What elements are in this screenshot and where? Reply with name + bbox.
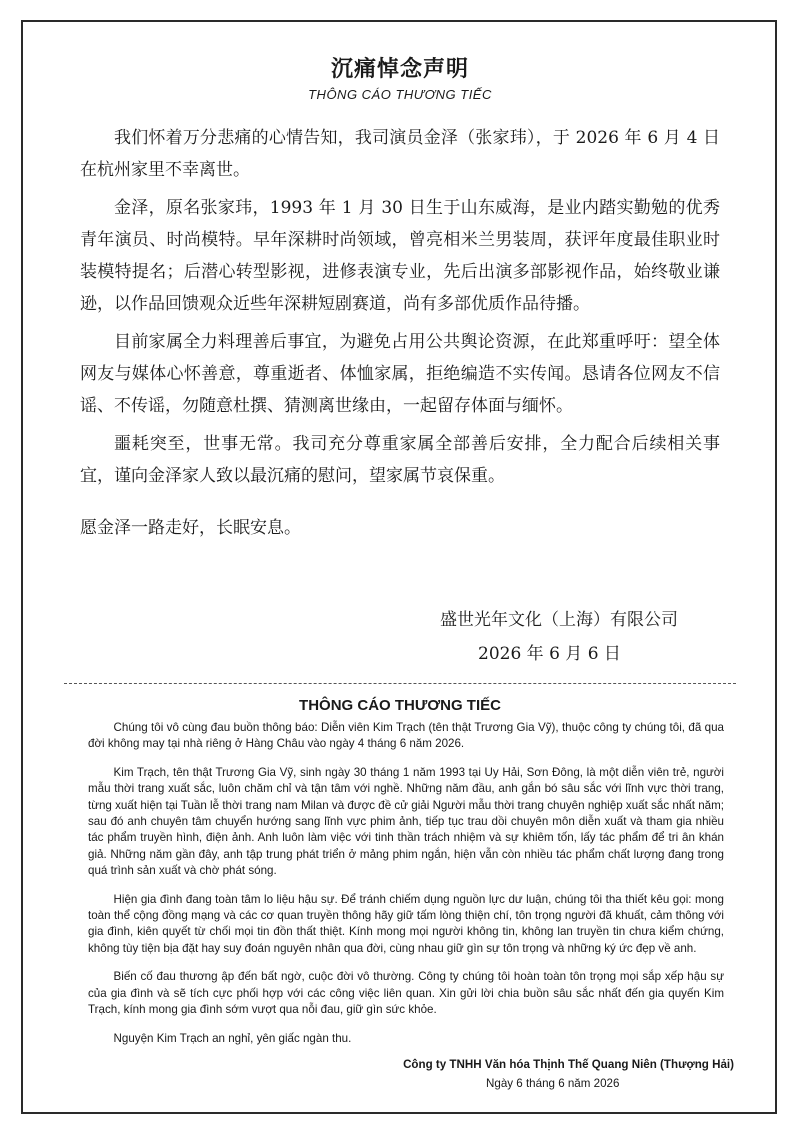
chinese-date: 2026 年 6 月 6 日 bbox=[478, 644, 621, 664]
chinese-subtitle: THÔNG CÁO THƯƠNG TIẾC bbox=[308, 87, 492, 102]
vietnamese-company-signature: Công ty TNHH Văn hóa Thịnh Thế Quang Niên (Thượng Hải) bbox=[403, 1058, 734, 1071]
vietnamese-paragraph: Biến cố đau thương ập đến bất ngờ, cuộc đời vô thường. Công ty chúng tôi hoàn toàn tôn trọng mọi sắp xếp hậu sự của gia đình và sẽ tích cực phối hợp với các công việc liên quan. Xin gửi lời chia buồn sâu sắc nhất đến gia quyến Kim Trạch, kính mong gia đình sớm vượt qua nỗi đau, giữ gìn sức khỏe. bbox=[88, 970, 724, 1017]
vietnamese-paragraph: Chúng tôi vô cùng đau buồn thông báo: Diễn viên Kim Trạch (tên thật Trương Gia Vỹ), thuộc công ty chúng tôi, đã qua đời không may tại nhà riêng ở Hàng Châu vào ngày 4 tháng 6 năm 2026. bbox=[88, 721, 724, 751]
chinese-body bbox=[80, 122, 720, 550]
chinese-closing: 愿金泽一路走好，长眠安息。 bbox=[80, 518, 301, 538]
vietnamese-title: THÔNG CÁO THƯƠNG TIẾC bbox=[299, 697, 501, 714]
vietnamese-closing: Nguyện Kim Trạch an nghỉ, yên giấc ngàn thu. bbox=[113, 1031, 352, 1045]
chinese-paragraph: 噩耗突至，世事无常。我司充分尊重家属全部善后安排，全力配合后续相关事宜，谨向金泽家人致以最沉痛的慰问，望家属节哀保重。 bbox=[80, 434, 720, 486]
chinese-paragraph: 我们怀着万分悲痛的心情告知，我司演员金泽（张家玮），于 2026 年 6 月 4 日在杭州家里不幸离世。 bbox=[80, 128, 720, 180]
vietnamese-paragraph: Kim Trạch, tên thật Trương Gia Vỹ, sinh ngày 30 tháng 1 năm 1993 tại Uy Hải, Sơn Đông, là một diễn viên trẻ, người mẫu thời trang xuất sắc, luôn chăm chỉ và tận tâm với nghề. Những năm đầu, anh gắn bó sâu sắc với lĩnh vực thời trang, từng xuất hiện tại Tuần lễ thời trang nam Milan và được đề cử giải Người mẫu thời trang chuyên nghiệp xuất sắc nhất năm; sau đó anh chuyên tâm chuyển hướng sang lĩnh vực phim ảnh, tiếp tục trau dồi chuyên môn diễn xuất và tham gia nhiều tác phẩm truyền hình, điện ảnh. Anh luôn làm việc với tinh thần trách nhiệm và sự khiêm tốn, lấy tác phẩm để tri ân khán giả. Những năm gần đây, anh tập trung phát triển ở mảng phim ngắn, hiện vẫn còn nhiều tác phẩm chất lượng đang trong quá trình sản xuất và chờ phát sóng. bbox=[88, 765, 724, 878]
chinese-company-signature: 盛世光年文化（上海）有限公司 bbox=[440, 610, 678, 630]
section-divider bbox=[64, 683, 736, 684]
vietnamese-date: Ngày 6 tháng 6 năm 2026 bbox=[486, 1077, 620, 1090]
chinese-paragraph: 目前家属全力料理善后事宜，为避免占用公共舆论资源，在此郑重呼吁：望全体网友与媒体心怀善意，尊重逝者、体恤家属，拒绝编造不实传闻。恳请各位网友不信谣、不传谣，勿随意杜撰、猜测离世缘由，一起留存体面与缅怀。 bbox=[80, 332, 720, 416]
chinese-paragraph: 金泽，原名张家玮，1993 年 1 月 30 日生于山东威海，是业内踏实勤勉的优秀青年演员、时尚模特。早年深耕时尚领域，曾亮相米兰男装周，获评年度最佳职业时装模特提名；后潜心转型影视，进修表演专业，先后出演多部影视作品，始终敬业谦逊，以作品回馈观众近些年深耕短剧赛道，尚有多部优质作品待播。 bbox=[80, 198, 720, 314]
vietnamese-paragraph: Hiện gia đình đang toàn tâm lo liệu hậu sự. Để tránh chiếm dụng nguồn lực dư luận, chúng tôi tha thiết kêu gọi: mong toàn thể cộng đồng mạng và các cơ quan truyền thông hãy giữ tấm lòng thiện chí, tôn trọng người đã khuất, cảm thông với gia đình, kiên quyết từ chối mọi tin đồn thất thiệt. Kính mong mọi người không tin, không lan truyền tin chưa kiểm chứng, không tùy tiện bịa đặt hay suy đoán nguyên nhân qua đời, cùng nhau giữ gìn sự tôn trọng và những ký ức đẹp về anh. bbox=[88, 892, 724, 955]
chinese-title: 沉痛悼念声明 bbox=[330, 57, 469, 82]
vietnamese-body bbox=[88, 720, 724, 1059]
